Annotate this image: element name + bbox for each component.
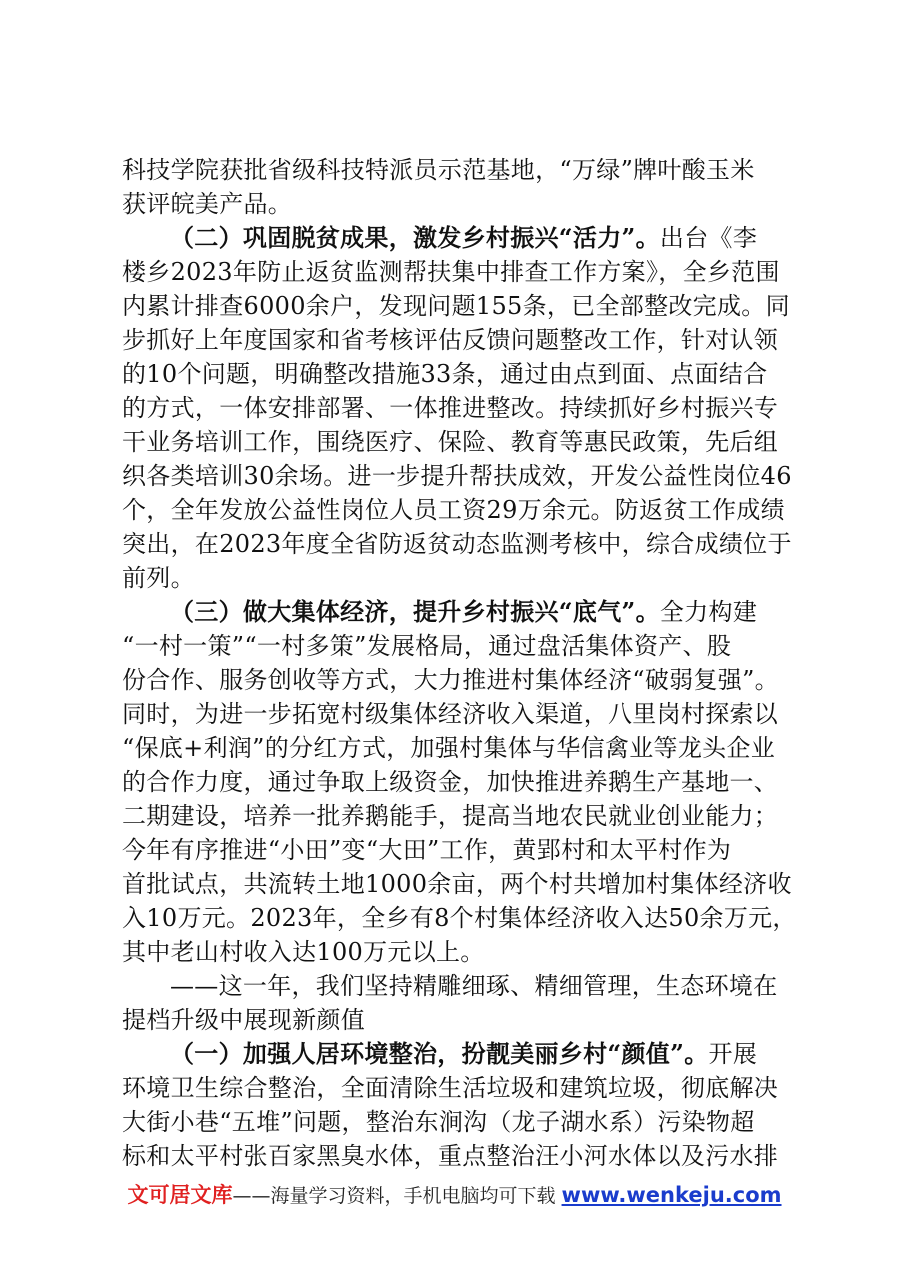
footer-banner bbox=[0, 1180, 909, 1210]
text-line: 同时，为进一步拓宽村级集体经济收入渠道，八里岗村探索以 bbox=[122, 700, 779, 728]
text-line: 突出，在2023年度全省防返贫动态监测考核中，综合成绩位于 bbox=[122, 530, 792, 558]
text-line: 楼乡2023年防止返贫监测帮扶集中排查工作方案》，全乡范围 bbox=[122, 258, 780, 286]
text-line: 的方式，一体安排部署、一体推进整改。持续抓好乡村振兴专 bbox=[122, 394, 779, 422]
text-line: 今年有序推进“小田”变“大田”工作，黄郢村和太平村作为 bbox=[122, 836, 732, 864]
text-line: 其中老山村收入达100万元以上。 bbox=[122, 938, 485, 966]
text-line: 首批试点，共流转土地1000余亩，两个村共增加村集体经济收 bbox=[122, 870, 792, 898]
text-line: 内累计排查6000余户，发现问题155条，已全部整改完成。同 bbox=[122, 292, 790, 320]
text-line: 干业务培训工作，围绕医疗、保险、教育等惠民政策，先后组 bbox=[122, 428, 779, 456]
section-heading-title: （一）加强人居环境整治，扮靓美丽乡村“颜值”。 bbox=[170, 1039, 709, 1068]
text-line: 获评皖美产品。 bbox=[122, 190, 293, 218]
section-heading-title: （二）巩固脱贫成果，激发乡村振兴“活力”。 bbox=[170, 223, 660, 252]
section-heading-line bbox=[170, 1037, 802, 1071]
section-heading-line bbox=[170, 221, 802, 255]
footer-url-link[interactable]: www.wenkeju.com bbox=[561, 1183, 782, 1207]
text-line: 二期建设，培养一批养鹅能手，提高当地农民就业创业能力； bbox=[122, 802, 779, 830]
text-line: 的合作力度，通过争取上级资金，加快推进养鹅生产基地一、 bbox=[122, 768, 779, 796]
text-line: 入10万元。2023年，全乡有8个村集体经济收入达50余万元， bbox=[122, 904, 797, 932]
chapter-heading-line: 提档升级中展现新颜值 bbox=[122, 1006, 365, 1034]
text-line: 的10个问题，明确整改措施33条，通过由点到面、点面结合 bbox=[122, 360, 768, 388]
text-line: 环境卫生综合整治，全面清除生活垃圾和建筑垃圾，彻底解决 bbox=[122, 1074, 779, 1102]
text-line: 织各类培训30余场。进一步提升帮扶成效，开发公益性岗位46 bbox=[122, 462, 792, 490]
section-heading-title: （三）做大集体经济，提升乡村振兴“底气”。 bbox=[170, 597, 660, 626]
footer-separator: —— bbox=[232, 1185, 271, 1207]
section-heading-line bbox=[170, 595, 802, 629]
section-heading-rest: 开展 bbox=[708, 1040, 758, 1068]
text-line: 大街小巷“五堆”问题，整治东涧沟（龙子湖水系）污染物超 bbox=[122, 1108, 755, 1136]
text-line: 科技学院获批省级科技特派员示范基地，“万绿”牌叶酸玉米 bbox=[122, 156, 755, 184]
section-heading-rest: 出台《李 bbox=[659, 224, 758, 252]
text-line: 份合作、服务创收等方式，大力推进村集体经济“破弱复强”。 bbox=[122, 666, 779, 694]
footer-brand: 文可居文库 bbox=[127, 1183, 233, 1207]
text-line: 步抓好上年度国家和省考核评估反馈问题整改工作，针对认领 bbox=[122, 326, 779, 354]
text-line: 个，全年发放公益性岗位人员工资29万余元。防返贫工作成绩 bbox=[122, 496, 785, 524]
text-line: 标和太平村张百家黑臭水体，重点整治汪小河水体以及污水排 bbox=[122, 1142, 779, 1170]
chapter-heading-line: ——这一年，我们坚持精雕细琢、精细管理，生态环境在 bbox=[170, 972, 778, 1000]
text-line: 前列。 bbox=[122, 564, 195, 592]
text-line: “一村一策”“一村多策”发展格局，通过盘活集体资产、股 bbox=[122, 632, 732, 660]
section-heading-rest: 全力构建 bbox=[659, 598, 758, 626]
footer-slogan: 海量学习资料，手机电脑均可下载 bbox=[270, 1185, 556, 1207]
text-line: “保底+利润”的分红方式，加强村集体与华信禽业等龙头企业 bbox=[122, 734, 776, 762]
